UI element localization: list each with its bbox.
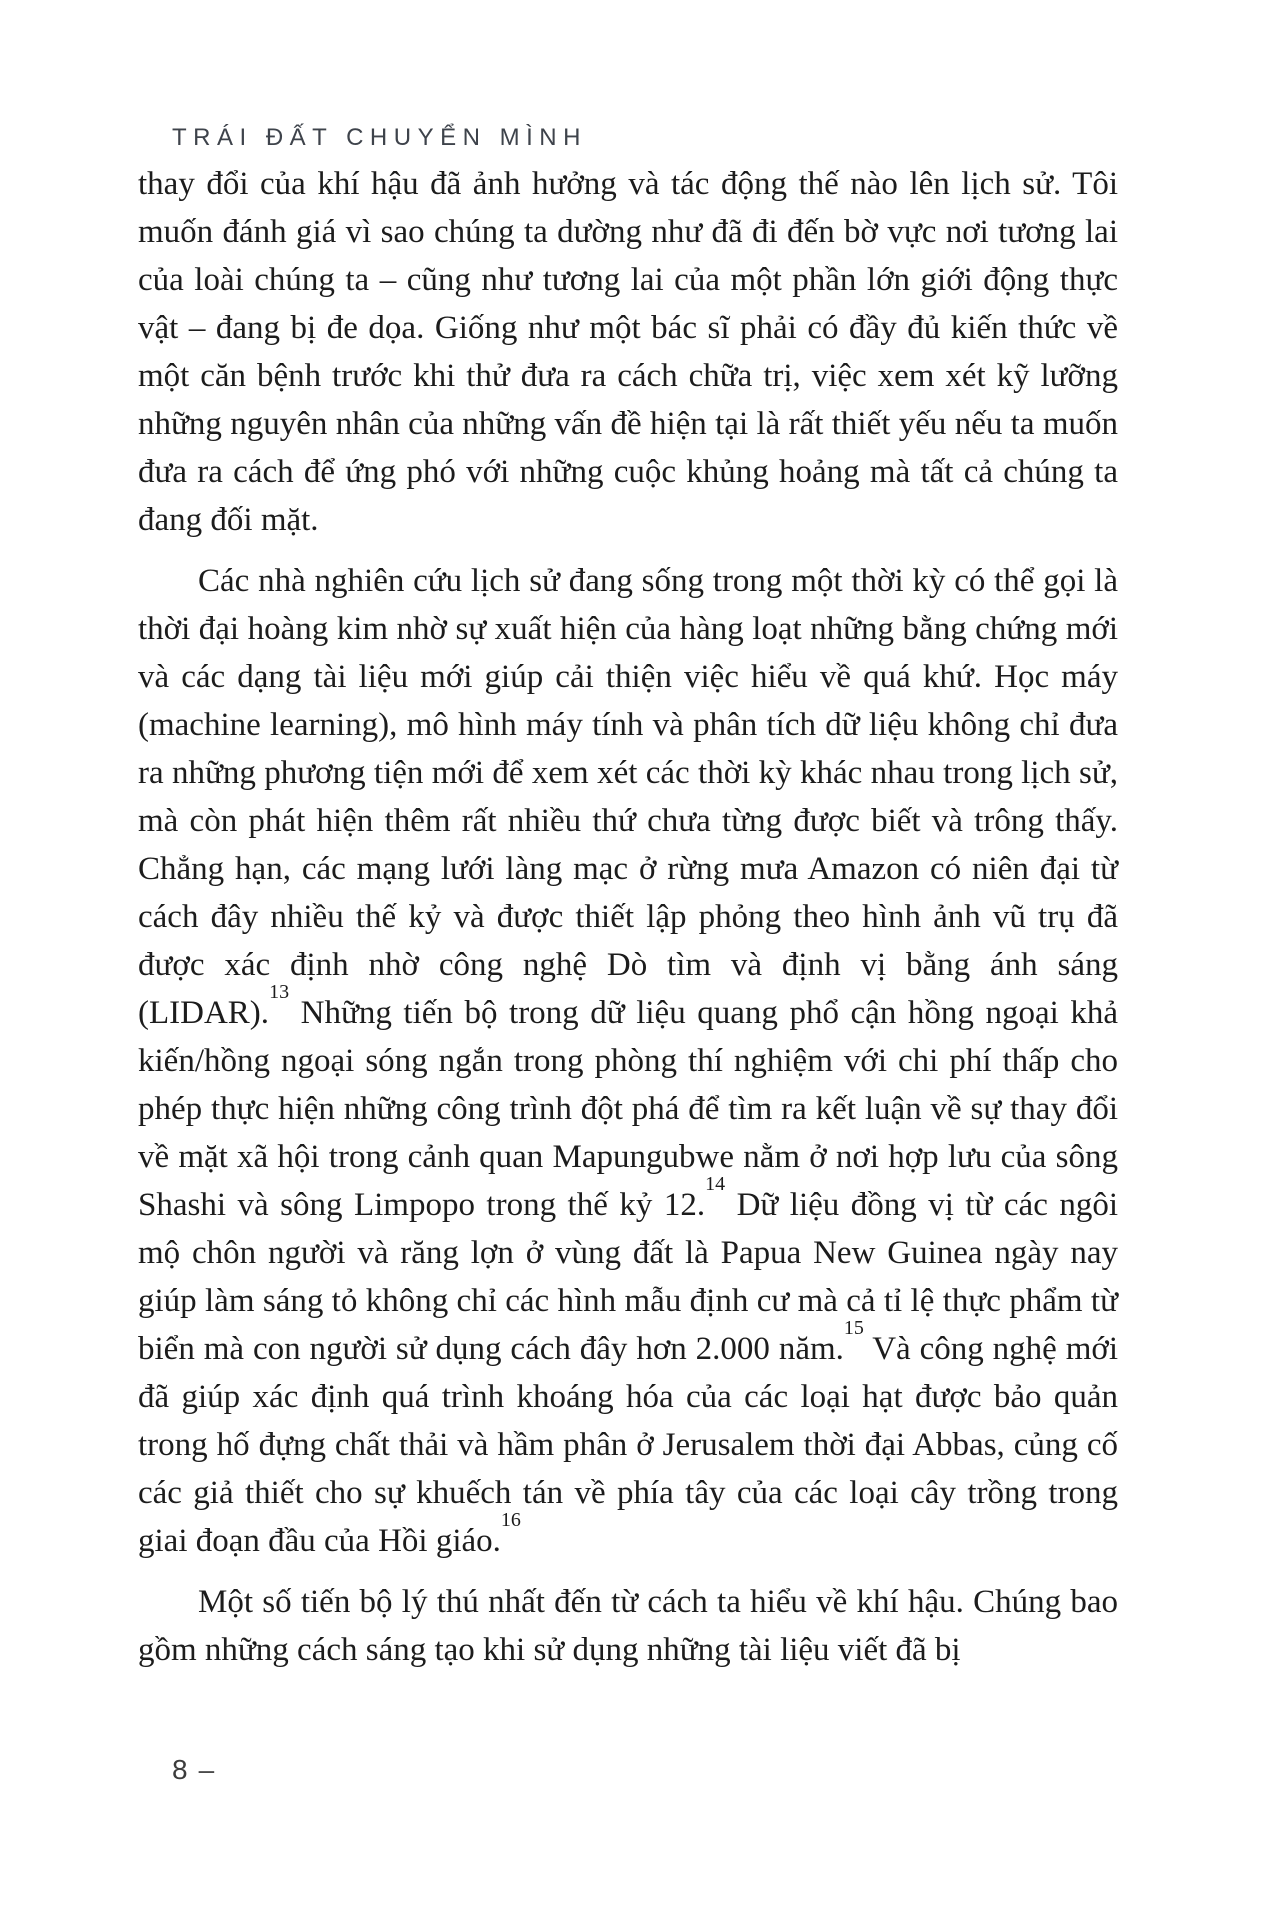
paragraph-2 (138, 557, 1118, 1565)
footnote-ref-16: 16 (500, 1509, 521, 1531)
page-number: 8 (172, 1754, 189, 1785)
paragraph-2-text-4: Và công nghệ mới đã giúp xác định quá trình khoáng hóa của các loại hạt được bảo quản trong hố đựng chất thải và hầm phân ở Jerusalem thời đại Abbas, củng cố các giả thiết cho sự khuếch tán về phía tây của các loại cây trồng trong giai đoạn đầu của Hồi giáo. (138, 1331, 1118, 1559)
page-number-separator: – (198, 1754, 216, 1785)
paragraph-2-text-1: Các nhà nghiên cứu lịch sử đang sống trong một thời kỳ có thể gọi là thời đại hoàng kim nhờ sự xuất hiện của hàng loạt những bằng chứng mới và các dạng tài liệu mới giúp cải thiện việc hiểu về quá khứ. Học máy (machine learning), mô hình máy tính và phân tích dữ liệu không chỉ đưa ra những phương tiện mới để xem xét các thời kỳ khác nhau trong lịch sử, mà còn phát hiện thêm rất nhiều thứ chưa từng được biết và trông thấy. Chẳng hạn, các mạng lưới làng mạc ở rừng mưa Amazon có niên đại từ cách đây nhiều thế kỷ và được thiết lập phỏng theo hình ảnh vũ trụ đã được xác định nhờ công nghệ Dò tìm và định vị bằng ánh sáng (LIDAR). (138, 563, 1118, 1031)
paragraph-1 (138, 160, 1118, 544)
paragraph-2-text-2: Những tiến bộ trong dữ liệu quang phổ cận hồng ngoại khả kiến/hồng ngoại sóng ngắn trong phòng thí nghiệm với chi phí thấp cho phép thực hiện những công trình đột phá để tìm ra kết luận về sự thay đổi về mặt xã hội trong cảnh quan Mapungubwe nằm ở nơi hợp lưu của sông Shashi và sông Limpopo trong thế kỷ 12. (138, 995, 1118, 1223)
paragraph-2-text-3: Dữ liệu đồng vị từ các ngôi mộ chôn người và răng lợn ở vùng đất là Papua New Guinea ngày nay giúp làm sáng tỏ không chỉ các hình mẫu định cư mà cả tỉ lệ thực phẩm từ biển mà con người sử dụng cách đây hơn 2.000 năm. (138, 1187, 1118, 1367)
page-footer (172, 1754, 215, 1786)
running-header: TRÁI ĐẤT CHUYỂN MÌNH (172, 124, 587, 151)
footnote-ref-15: 15 (843, 1317, 864, 1339)
body-text (138, 160, 1118, 1674)
footnote-ref-13: 13 (269, 981, 290, 1003)
paragraph-1-text: thay đổi của khí hậu đã ảnh hưởng và tác động thế nào lên lịch sử. Tôi muốn đánh giá vì sao chúng ta dường như đã đi đến bờ vực nơi tương lai của loài chúng ta – cũng như tương lai của một phần lớn giới động thực vật – đang bị đe dọa. Giống như một bác sĩ phải có đầy đủ kiến thức về một căn bệnh trước khi thử đưa ra cách chữa trị, việc xem xét kỹ lưỡng những nguyên nhân của những vấn đề hiện tại là rất thiết yếu nếu ta muốn đưa ra cách để ứng phó với những cuộc khủng hoảng mà tất cả chúng ta đang đối mặt. (138, 166, 1118, 538)
paragraph-3-text: Một số tiến bộ lý thú nhất đến từ cách ta hiểu về khí hậu. Chúng bao gồm những cách sáng tạo khi sử dụng những tài liệu viết đã bị (138, 1584, 1118, 1668)
paragraph-3 (138, 1578, 1118, 1674)
footnote-ref-14: 14 (705, 1173, 726, 1195)
